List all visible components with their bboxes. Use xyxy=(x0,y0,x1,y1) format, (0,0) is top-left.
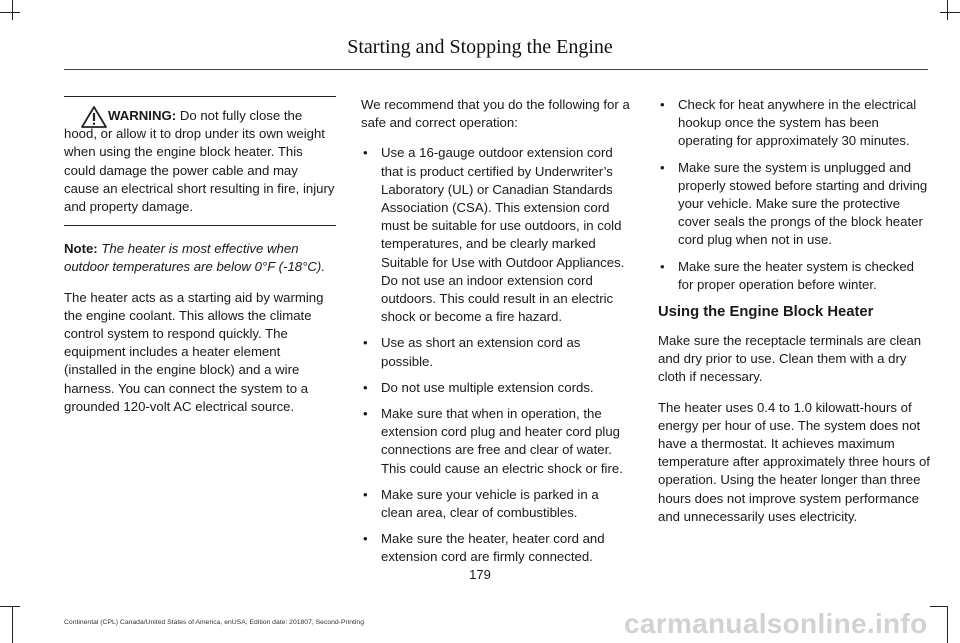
list-item xyxy=(361,405,633,478)
checks-list xyxy=(658,96,930,294)
note-label: Note: xyxy=(64,241,98,257)
list-item-text: Make sure your vehicle is parked in a clean area, clear of combustibles. xyxy=(381,486,599,521)
crop-mark xyxy=(12,606,13,643)
list-item-text: Check for heat anywhere in the electrical hookup once the system has been operating for approximately 30 minutes. xyxy=(678,97,917,149)
header-rule xyxy=(64,69,928,70)
recommend-list xyxy=(361,144,633,566)
crop-mark xyxy=(0,12,20,13)
crop-mark xyxy=(947,0,948,20)
bullet: • xyxy=(660,258,665,274)
list-item-text: Use as short an extension cord as possible. xyxy=(381,335,581,369)
list-item xyxy=(658,96,930,151)
section-paragraph: The heater uses 0.4 to 1.0 kilowatt-hours of energy per hour of use. The system does not have a thermostat. It achieves maximum temperature after approximately three hours of operation. Using the heater longer than three hours does not improve system performance and unnecessarily uses electricity. xyxy=(658,399,930,524)
note-paragraph xyxy=(64,240,336,276)
bullet: • xyxy=(363,335,368,351)
bullet: • xyxy=(363,486,368,502)
list-item xyxy=(361,530,633,566)
warning-box xyxy=(64,96,336,226)
recommend-paragraph: We recommend that you do the following for a safe and correct operation: xyxy=(361,97,630,131)
list-item xyxy=(361,486,633,522)
intro-paragraph: The heater acts as a starting aid by warming the engine coolant. This allows the climate control system to respond quickly. The equipment includes a heater element (installed in the engine block) and a wire harness. You can connect the system to a grounded 120-volt AC electrical source. xyxy=(64,289,324,414)
list-item-text: Do not use multiple extension cords. xyxy=(381,379,594,395)
column-left xyxy=(64,96,336,428)
list-item xyxy=(658,159,930,250)
crop-mark xyxy=(0,606,20,607)
bullet: • xyxy=(363,379,368,395)
warning-first-text: Do not fully close the xyxy=(179,108,303,123)
bullet: • xyxy=(363,531,368,547)
bullet: • xyxy=(660,97,665,112)
warning-text: hood, or allow it to drop under its own weight when using the engine block heater. This could damage the power cable and may cause an electrical short resulting in fire, injury and property damage. xyxy=(64,126,335,215)
crop-mark xyxy=(12,0,13,20)
crop-mark xyxy=(947,606,948,643)
bullet: • xyxy=(660,159,665,175)
section-heading: Using the Engine Block Heater xyxy=(658,304,874,321)
crop-mark xyxy=(930,606,948,607)
list-item-text: Make sure the system is unplugged and properly stowed before starting and driving your vehicle. Make sure the protective cover seals the prongs of the block heater cord plug when not in use. xyxy=(678,159,928,248)
list-item-text: Make sure the heater system is checked for proper operation before winter. xyxy=(678,258,915,292)
list-item-text: Make sure that when in operation, the extension cord plug and heater cord plug connections are free and clear of water. This could cause an electric shock or fire. xyxy=(381,406,623,476)
warning-triangle-icon xyxy=(80,105,108,129)
list-item-text: Make sure the heater, heater cord and extension cord are firmly connected. xyxy=(381,531,605,565)
list-item-text: Use a 16-gauge outdoor extension cord that is product certified by Underwriter’s Laboratory (UL) or Canadian Standards Association (CSA). This extension cord must be suitable for use outdoors, in cold temperatures, and be clearly marked Suitable for Use with Outdoor Appliances. Do not use an indoor extension cord outdoors. This could result in an electric shock or become a fire hazard. xyxy=(381,145,625,325)
page-title: Starting and Stopping the Engine xyxy=(347,36,613,58)
note-text: The heater is most effective when outdoor temperatures are below 0°F (-18°C). xyxy=(64,241,325,275)
crop-mark xyxy=(940,12,960,13)
list-item xyxy=(361,379,633,397)
section-paragraph: Make sure the receptacle terminals are clean and dry prior to use. Clean them with a dry cloth if necessary. xyxy=(658,333,922,385)
column-right xyxy=(658,96,930,538)
list-item xyxy=(658,258,930,294)
column-middle xyxy=(361,96,633,575)
list-item xyxy=(361,334,633,370)
edition-footer: Continental (CPL) Canada/United States of America, enUSA, Edition date: 201807, Second-Printing xyxy=(64,619,364,626)
warning-label: WARNING: xyxy=(108,108,177,123)
bullet: • xyxy=(363,145,368,161)
watermark: carmanualsonline.info xyxy=(624,608,928,639)
bullet: • xyxy=(363,406,368,422)
page-number: 179 xyxy=(469,567,491,582)
list-item xyxy=(361,144,633,326)
